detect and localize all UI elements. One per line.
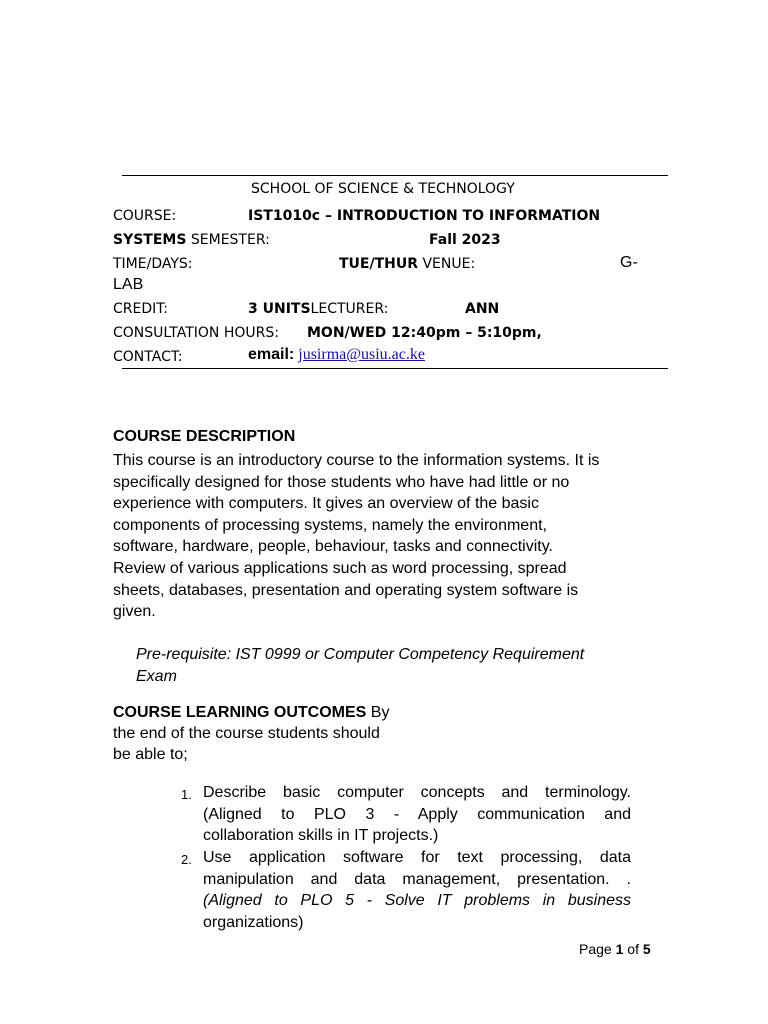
course-title-part2: SYSTEMS	[113, 232, 187, 248]
header-bottom-rule	[122, 368, 668, 369]
course-title-line1	[248, 207, 600, 225]
description-line: sheets, databases, presentation and operating system software is	[113, 581, 579, 599]
course-title-line2	[113, 231, 270, 249]
time-venue	[339, 255, 475, 273]
semester-label: SEMESTER:	[186, 232, 270, 248]
outcome-line: manipulation and data management, presentation. .	[203, 870, 631, 888]
outcome-line: collaboration skills in IT projects.)	[203, 827, 439, 845]
credit-label: CREDIT:	[113, 301, 168, 317]
outcome-number: 1.	[181, 787, 192, 802]
lecturer-label: LECTURER:	[310, 301, 389, 317]
page-total: 5	[642, 941, 651, 957]
outcome-item-1	[203, 782, 631, 847]
learning-outcomes-intro-tail: By	[366, 704, 390, 721]
school-name: SCHOOL OF SCIENCE & TECHNOLOGY	[251, 181, 515, 197]
time-value: TUE/THUR	[339, 256, 419, 272]
outcome-number: 2.	[181, 852, 192, 867]
prerequisite-line: Pre-requisite: IST 0999 or Computer Competency Requirement	[136, 646, 585, 663]
description-line: software, hardware, people, behaviour, tasks and connectivity.	[113, 538, 553, 556]
page-number	[579, 941, 651, 957]
outcome-line: Describe basic computer concepts and terminology.	[203, 784, 631, 801]
venue-value-part1: G-	[620, 254, 638, 271]
consultation-label: CONSULTATION HOURS:	[113, 325, 279, 341]
outcome-line: organizations)	[203, 913, 304, 931]
credit-value: 3 UNITS	[248, 301, 311, 317]
consultation-value: MON/WED 12:40pm – 5:10pm,	[307, 325, 542, 341]
learning-outcomes-intro-line1	[113, 704, 389, 722]
lecturer-value: ANN	[465, 301, 500, 317]
learning-outcomes-heading: COURSE LEARNING OUTCOMES	[113, 704, 367, 721]
outcome-line: Use application software for text processing, data	[203, 849, 631, 866]
course-label: COURSE:	[113, 208, 177, 224]
time-label: TIME/DAYS:	[113, 256, 193, 272]
description-line: experience with computers. It gives an overview of the basic	[113, 495, 539, 513]
credit-lecturer	[248, 300, 388, 318]
contact-label: CONTACT:	[113, 349, 183, 365]
course-description-heading: COURSE DESCRIPTION	[113, 428, 296, 445]
prerequisite-line: Exam	[136, 667, 177, 685]
outcome-item-2	[203, 847, 631, 933]
prerequisite	[136, 644, 676, 687]
description-line: given.	[113, 603, 156, 621]
page-of-word: of	[623, 941, 643, 957]
email-label: email:	[248, 346, 295, 363]
course-description-body	[113, 450, 653, 623]
learning-outcomes-intro-line3: be able to;	[113, 746, 188, 763]
outcome-line: (Aligned to PLO 3 - Apply communication and	[203, 805, 631, 823]
page-word: Page	[579, 941, 616, 957]
description-line: components of processing systems, namely the environment,	[113, 516, 547, 534]
page-current: 1	[615, 941, 624, 957]
venue-value-part2: LAB	[113, 276, 144, 293]
email-link[interactable]: jusirma@usiu.ac.ke	[298, 346, 425, 363]
learning-outcomes-intro-line2: the end of the course students should	[113, 725, 380, 742]
course-title-part1: – INTRODUCTION TO INFORMATION	[320, 208, 601, 224]
description-line: Review of various applications such as word processing, spread	[113, 559, 567, 577]
description-line: specifically designed for those students who have had little or no	[113, 473, 570, 491]
contact-value	[248, 346, 425, 364]
course-code: IST1010c	[248, 208, 321, 224]
semester-value: Fall 2023	[429, 232, 501, 248]
outcome-line: (Aligned to PLO 5 - Solve IT problems in business	[203, 892, 631, 910]
venue-label: VENUE:	[418, 256, 476, 272]
header-top-rule	[122, 175, 668, 176]
description-line: This course is an introductory course to the information systems. It is	[113, 452, 600, 469]
